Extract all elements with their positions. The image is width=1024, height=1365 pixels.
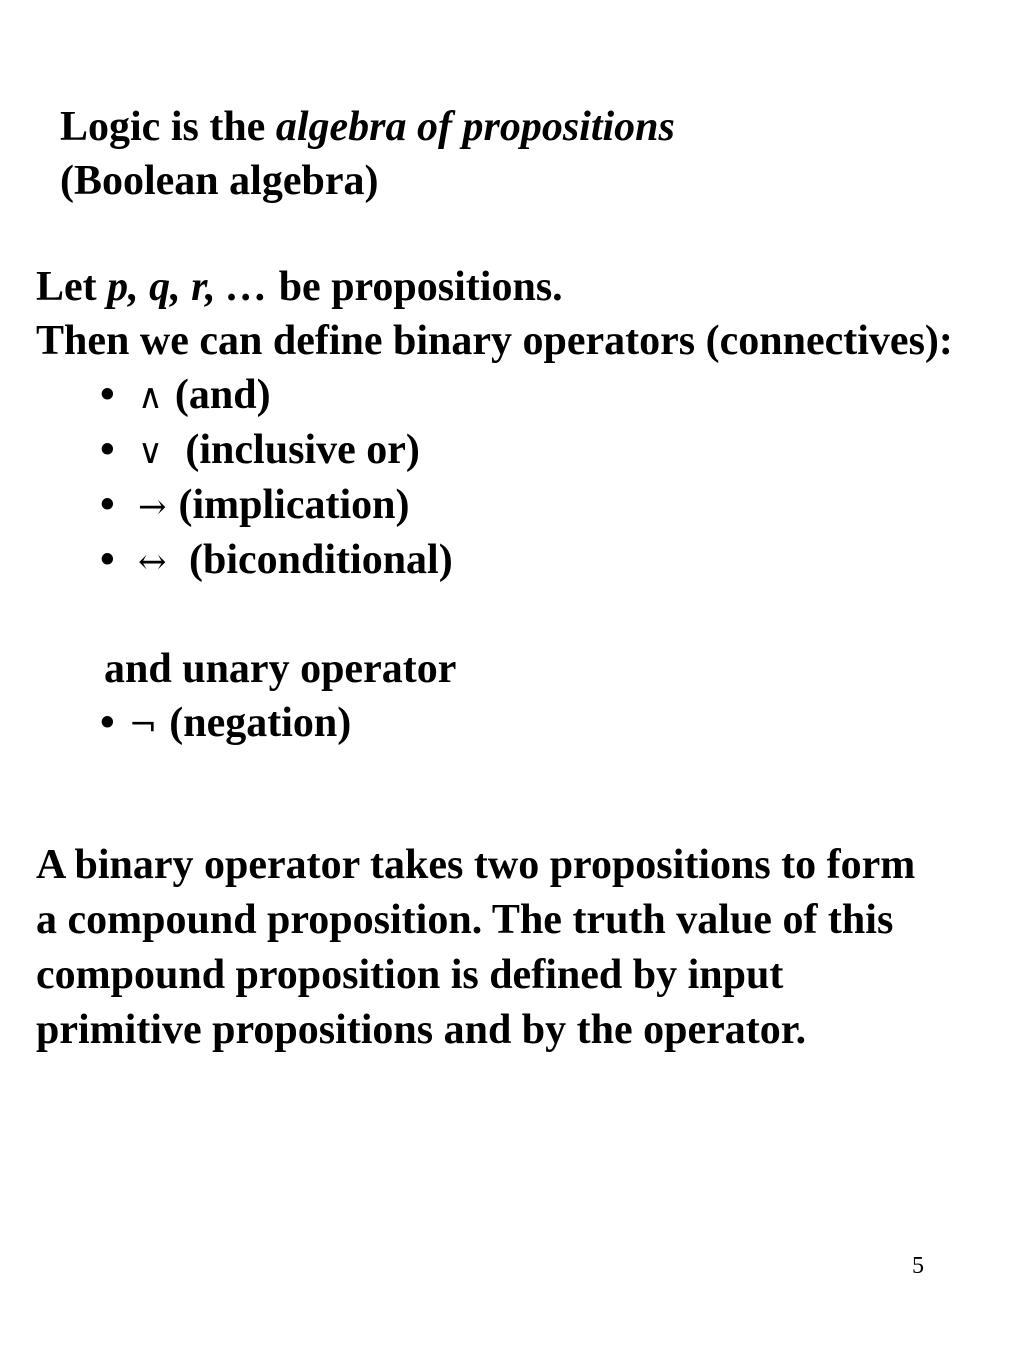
intro-prefix: Logic is the bbox=[60, 104, 276, 150]
paragraph-line-4: primitive propositions and by the operator. bbox=[36, 1007, 807, 1053]
binary-op-label: (and) bbox=[174, 372, 271, 418]
bullet-dot: • bbox=[100, 537, 115, 583]
negation-symbol-icon: ¬ bbox=[128, 705, 158, 745]
intro-line-1 bbox=[60, 100, 675, 154]
binary-op-label: (biconditional) bbox=[178, 537, 453, 583]
unary-intro: and unary operator bbox=[104, 646, 457, 692]
binary-op-or bbox=[100, 423, 420, 479]
and-symbol-icon: ∧ bbox=[138, 377, 163, 417]
left-right-arrow-icon: ↔ bbox=[138, 542, 167, 582]
page-number: 5 bbox=[912, 1253, 924, 1279]
let-suffix: be propositions. bbox=[268, 264, 563, 310]
right-arrow-icon: → bbox=[138, 487, 167, 527]
binary-op-label: (implication) bbox=[178, 482, 410, 528]
bullet-dot: • bbox=[100, 482, 115, 528]
binary-op-label: (inclusive or) bbox=[174, 427, 420, 473]
paragraph-line-1: A binary operator takes two propositions to form bbox=[36, 842, 916, 888]
binary-op-biconditional bbox=[100, 533, 453, 589]
let-vars: p, q, r, … bbox=[107, 264, 269, 310]
paragraph-line-3: compound proposition is defined by input bbox=[36, 952, 784, 998]
let-prefix: Let bbox=[36, 264, 108, 310]
bullet-dot: • bbox=[100, 372, 115, 418]
paragraph-line-2: a compound proposition. The truth value of this bbox=[36, 897, 894, 943]
let-line bbox=[36, 260, 563, 314]
unary-op-negation bbox=[100, 696, 351, 752]
binary-op-and bbox=[100, 368, 271, 424]
binary-op-implication bbox=[100, 478, 409, 534]
bullet-dot: • bbox=[100, 700, 115, 746]
binary-intro: Then we can define binary operators (connectives): bbox=[36, 318, 953, 364]
or-symbol-icon: ∨ bbox=[138, 432, 163, 472]
bullet-dot: • bbox=[100, 427, 115, 473]
intro-italic: algebra of propositions bbox=[275, 104, 675, 150]
unary-op-label: (negation) bbox=[169, 700, 352, 746]
intro-line-2: (Boolean algebra) bbox=[60, 158, 379, 204]
